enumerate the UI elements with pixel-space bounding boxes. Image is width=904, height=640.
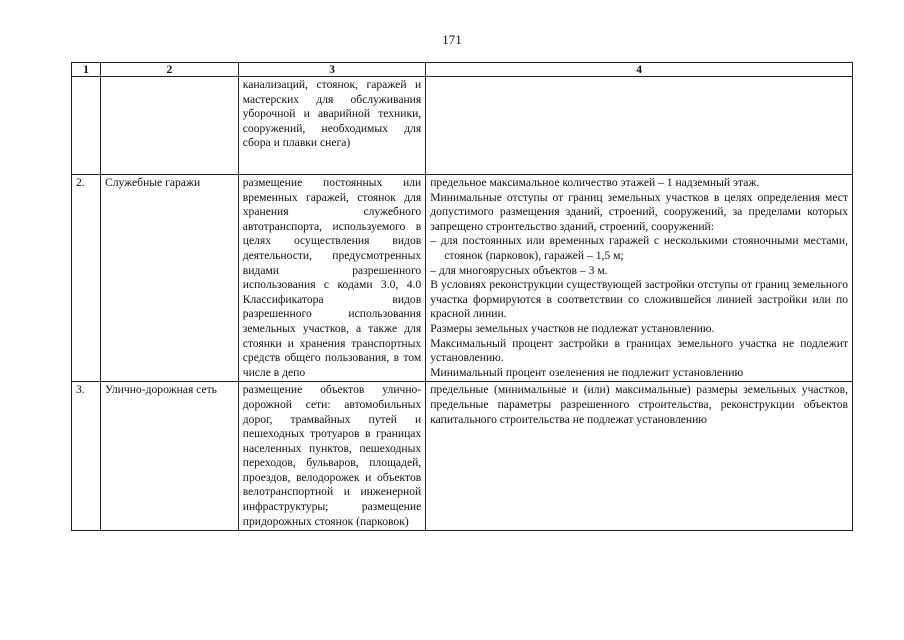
param-line: Минимальный процент озеленения не подлежит установлению — [430, 365, 744, 379]
row-description: размещение объектов улично-дорожной сети: автомобильных дорог, трамвайных путей и пешеходных тротуаров в границах населенных пунктов, пешеходных переходов, бульваров, площадей, проездов, велодорожек и объектов велотранспортной и инженерной инфраструктуры; размещение придорожных стоянок (парковок) — [238, 382, 425, 531]
param-line: предельные (минимальные и (или) максимальные) размеры земельных участков, предельные параметры разрешенного строительства, реконструкции объектов капитального строительства не подлежат установлению — [430, 383, 848, 426]
table-header-row — [72, 63, 853, 77]
row-description: размещение постоянных или временных гаражей, стоянок для хранения служебного автотранспорта, используемого в целях осуществления видов деятельности, предусмотренных видами разрешенного использования с кодами 3.0, 4.0 Классификатора видов разрешенного использования земельных участков, а также для стоянки и хранения транспортных средств общего пользования, в том числе в депо — [238, 175, 425, 382]
param-list-item: – для постоянных или временных гаражей с несколькими стояночными местами, стоянок (парковок), гаражей – 1,5 м; — [430, 234, 848, 262]
header-col-4: 4 — [426, 63, 853, 77]
param-line: Максимальный процент застройки в границах земельного участка не подлежит установлению. — [430, 336, 848, 365]
row-params — [426, 77, 853, 175]
param-line: предельное максимальное количество этажей – 1 надземный этаж. — [430, 176, 760, 189]
header-col-2: 2 — [101, 63, 239, 77]
table-row — [72, 77, 853, 175]
row-number — [72, 77, 101, 175]
param-line: В условиях реконструкции существующей застройки отступы от границ земельного участка формируются в соответствии со сложившейся линией застройки или по красной линии. — [430, 278, 848, 321]
row-number: 2. — [72, 175, 101, 382]
header-col-3: 3 — [238, 63, 425, 77]
param-line: Минимальные отступы от границ земельных участков в целях определения мест допустимого размещения зданий, строений, сооружений, за пределами которых запрещено строительство зданий, строений, сооружений: — [430, 190, 848, 233]
page-number: 171 — [442, 32, 462, 47]
row-description: канализаций, стоянок, гаражей и мастерских для обслуживания уборочной и аварийной техники, сооружений, необходимых для сбора и плавки снега) — [238, 77, 425, 175]
table-row — [72, 382, 853, 531]
table-row — [72, 175, 853, 382]
row-params — [426, 382, 853, 531]
regulations-table — [71, 62, 853, 531]
row-name: Служебные гаражи — [101, 175, 239, 382]
row-params — [426, 175, 853, 382]
row-number: 3. — [72, 382, 101, 531]
header-col-1: 1 — [72, 63, 101, 77]
row-name — [101, 77, 239, 175]
param-line: Размеры земельных участков не подлежат установлению. — [430, 321, 715, 335]
param-list-item: – для многоярусных объектов – 3 м. — [430, 263, 608, 277]
row-name: Улично-дорожная сеть — [101, 382, 239, 531]
